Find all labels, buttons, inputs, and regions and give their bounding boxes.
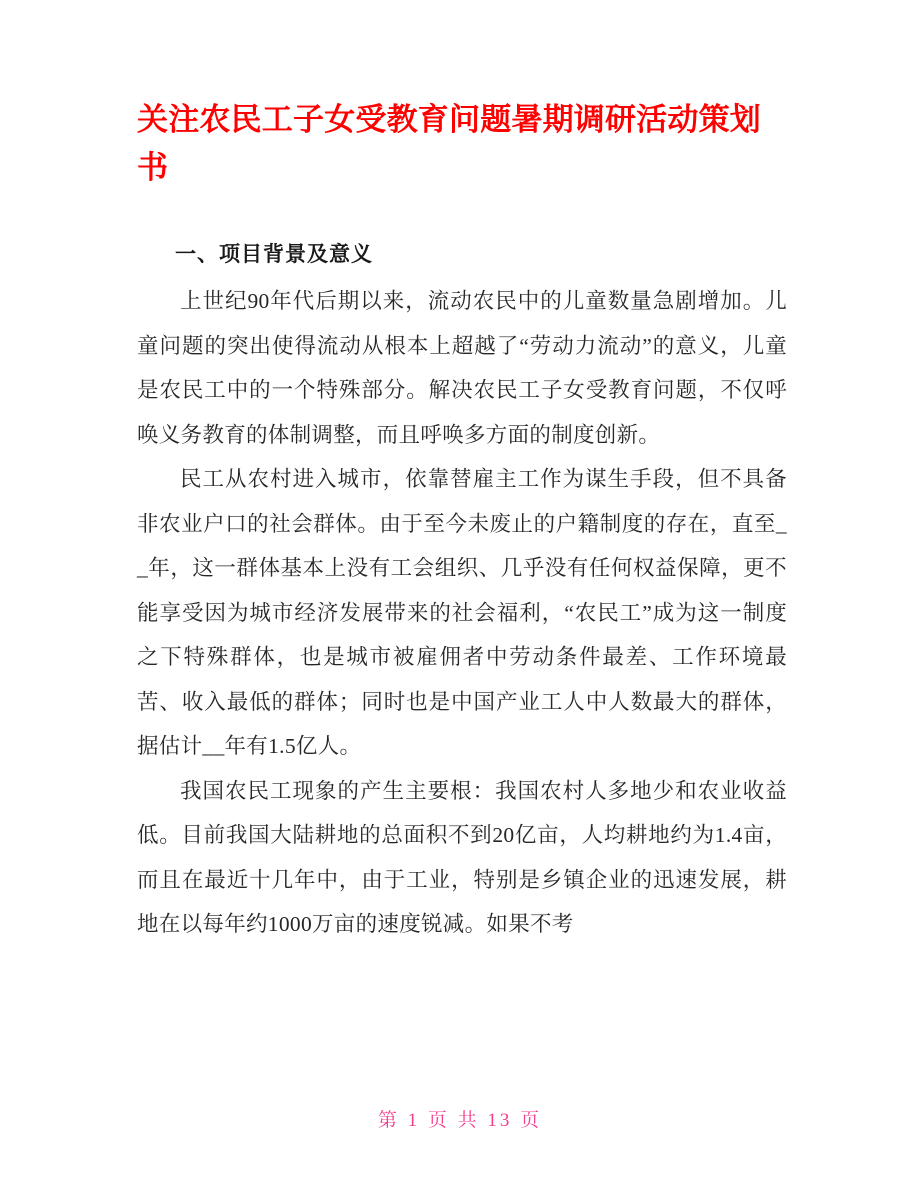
paragraph-background-3: 我国农民工现象的产生主要根：我国农村人多地少和农业收益低。目前我国大陆耕地的总面积不到20亿亩，人均耕地约为1.4亩，而且在最近十几年中，由于工业，特别是乡镇企业的迅速发展，耕地在以每年约1000万亩的速度锐减。如果不考 xyxy=(137,778,787,936)
paragraph-background-2: 民工从农村进入城市，依靠替雇主工作为谋生手段，但不具备非农业户口的社会群体。由于至今未废止的户籍制度的存在，直至__年，这一群体基本上没有工会组织、几乎没有任何权益保障，更不能享受因为城市经济发展带来的社会福利，“农民工”成为这一制度之下特殊群体，也是城市被雇佣者中劳动条件最差、工作环境最苦、收入最低的群体；同时也是中国产业工人中人数最大的群体，据估计__年有1.5亿人。 xyxy=(137,467,787,758)
page-title: 关注农民工子女受教育问题暑期调研活动策划书 xyxy=(137,102,761,185)
page-footer-pagination: 第 1 页 共 13 页 xyxy=(377,1110,543,1131)
paragraph-background-1: 上世纪90年代后期以来，流动农民中的儿童数量急剧增加。儿童问题的突出使得流动从根本上超越了“劳动力流动”的意义，儿童是农民工中的一个特殊部分。解决农民工子女受教育问题，不仅呼唤义务教育的体制调整，而且呼唤多方面的制度创新。 xyxy=(137,289,787,447)
document-content-area xyxy=(137,0,787,947)
section-heading-background-and-significance: 一、项目背景及意义 xyxy=(175,242,373,266)
